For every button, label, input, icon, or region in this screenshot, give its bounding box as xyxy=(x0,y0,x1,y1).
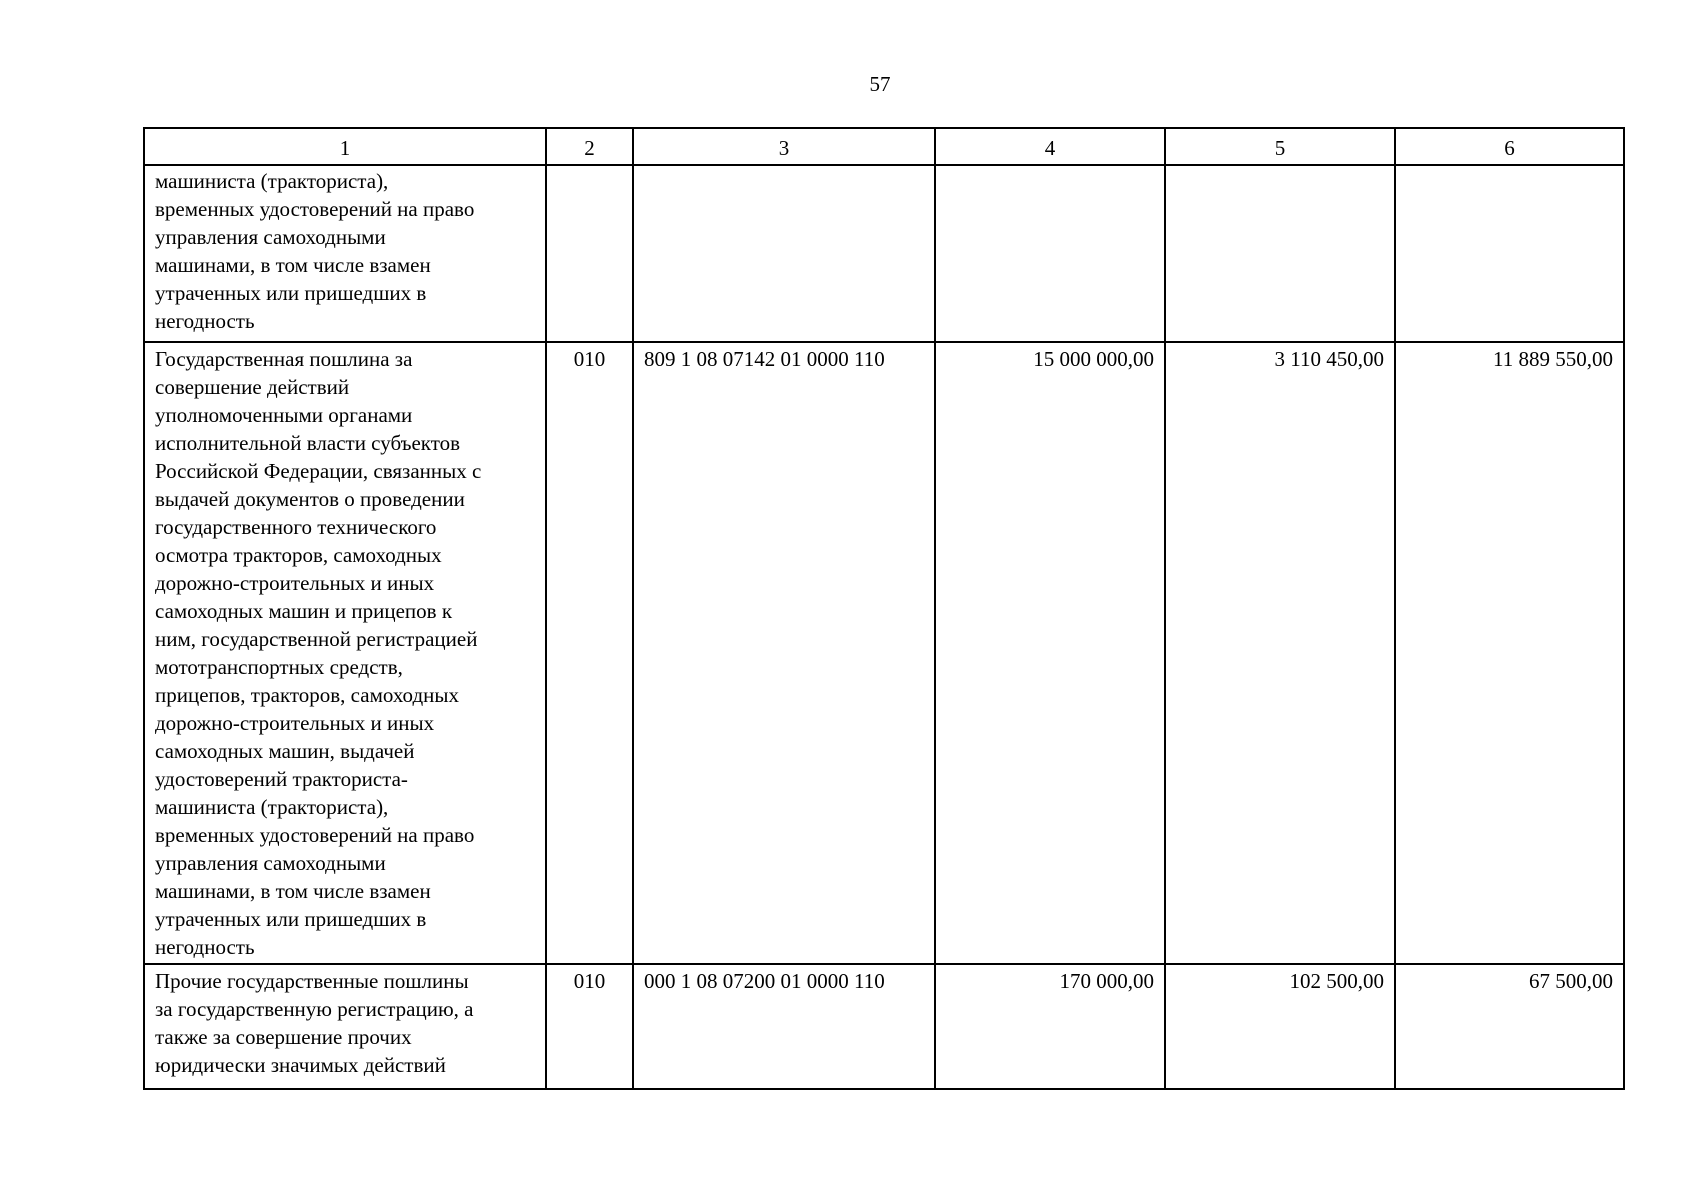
table-header-row xyxy=(144,128,1624,165)
row-col4-cell: 170 000,00 xyxy=(935,964,1165,1089)
name-line: Прочие государственные пошлины xyxy=(155,969,469,993)
row-name-cell xyxy=(144,964,546,1089)
row-name-cell xyxy=(144,342,546,964)
table-row xyxy=(144,964,1624,1089)
name-line: осмотра тракторов, самоходных xyxy=(155,543,442,567)
name-line: дорожно-строительных и иных xyxy=(155,711,435,735)
name-line: самоходных машин, выдачей xyxy=(155,739,415,763)
header-col-2: 2 xyxy=(546,128,633,165)
name-line: самоходных машин и прицепов к xyxy=(155,599,453,623)
row-col5-cell: 3 110 450,00 xyxy=(1165,342,1395,964)
table-row xyxy=(144,342,1624,964)
row-col6-cell: 67 500,00 xyxy=(1395,964,1624,1089)
row-kbk-cell: 809 1 08 07142 01 0000 110 xyxy=(633,342,935,964)
name-line: мототранспортных средств, xyxy=(155,655,403,679)
name-line: ним, государственной регистрацией xyxy=(155,627,478,651)
name-line: управления самоходными xyxy=(155,851,386,875)
name-line: утраченных или пришедших в xyxy=(155,907,427,931)
name-line: удостоверений тракториста- xyxy=(155,767,408,791)
name-line: за государственную регистрацию, а xyxy=(155,997,474,1021)
name-line: негодность xyxy=(155,935,255,959)
name-line: машиниста (тракториста), xyxy=(155,169,389,193)
name-line: утраченных или пришедших в xyxy=(155,281,427,305)
header-col-3: 3 xyxy=(633,128,935,165)
name-line: машинами, в том числе взамен xyxy=(155,253,431,277)
header-col-6: 6 xyxy=(1395,128,1624,165)
row-col4-cell: 15 000 000,00 xyxy=(935,342,1165,964)
name-line: негодность xyxy=(155,309,255,333)
header-col-5: 5 xyxy=(1165,128,1395,165)
row-col5-cell xyxy=(1165,165,1395,342)
row-col6-cell xyxy=(1395,165,1624,342)
name-line: уполномоченными органами xyxy=(155,403,413,427)
name-line: Государственная пошлина за xyxy=(155,347,413,371)
name-line: прицепов, тракторов, самоходных xyxy=(155,683,459,707)
row-code-cell: 010 xyxy=(546,964,633,1089)
budget-table xyxy=(143,127,1625,1090)
header-col-1: 1 xyxy=(144,128,546,165)
row-kbk-cell xyxy=(633,165,935,342)
name-line: управления самоходными xyxy=(155,225,386,249)
name-line: совершение действий xyxy=(155,375,350,399)
name-line: юридически значимых действий xyxy=(155,1053,446,1077)
header-col-4: 4 xyxy=(935,128,1165,165)
name-line: временных удостоверений на право xyxy=(155,197,475,221)
name-line: машиниста (тракториста), xyxy=(155,795,389,819)
row-col6-cell: 11 889 550,00 xyxy=(1395,342,1624,964)
name-line: Российской Федерации, связанных с xyxy=(155,459,482,483)
row-kbk-cell: 000 1 08 07200 01 0000 110 xyxy=(633,964,935,1089)
name-line: дорожно-строительных и иных xyxy=(155,571,435,595)
row-code-cell xyxy=(546,165,633,342)
row-code-cell: 010 xyxy=(546,342,633,964)
name-line: также за совершение прочих xyxy=(155,1025,412,1049)
name-line: временных удостоверений на право xyxy=(155,823,475,847)
name-line: выдачей документов о проведении xyxy=(155,487,465,511)
row-col5-cell: 102 500,00 xyxy=(1165,964,1395,1089)
name-line: машинами, в том числе взамен xyxy=(155,879,431,903)
page-number: 57 xyxy=(869,72,891,96)
name-line: государственного технического xyxy=(155,515,437,539)
name-line: исполнительной власти субъектов xyxy=(155,431,461,455)
row-col4-cell xyxy=(935,165,1165,342)
table-row xyxy=(144,165,1624,342)
row-name-cell xyxy=(144,165,546,342)
